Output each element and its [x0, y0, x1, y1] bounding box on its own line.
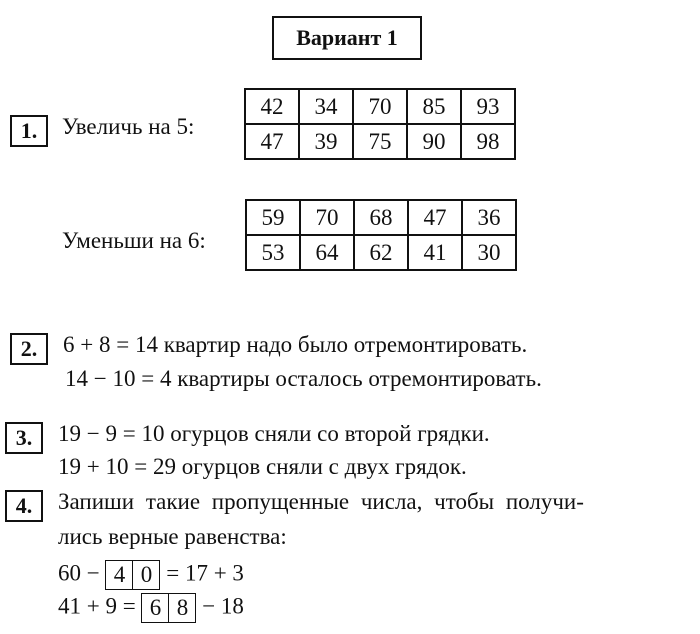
digit: 8 [168, 594, 195, 622]
task3-line-2: 19 + 10 = 29 огурцов сняли с двух грядок. [58, 454, 467, 479]
task-number-3: 3. [5, 422, 43, 454]
table-cell: 64 [300, 235, 354, 270]
task-number-2: 2. [10, 333, 48, 365]
table-cell: 41 [408, 235, 462, 270]
eq1-answer-box [105, 560, 160, 590]
task-number-1: 1. [10, 115, 48, 147]
table-cell: 30 [462, 235, 516, 270]
table-cell: 70 [353, 89, 407, 124]
table-cell: 39 [299, 124, 353, 159]
eq1-right: = 17 + 3 [166, 560, 244, 586]
eq2-right: − 18 [202, 593, 244, 619]
table-cell: 93 [461, 89, 515, 124]
task3-line-1: 19 − 9 = 10 огурцов сняли со второй грядки. [58, 421, 490, 446]
table-cell: 47 [408, 200, 462, 235]
table-cell: 75 [353, 124, 407, 159]
equation-2 [58, 593, 244, 623]
digit: 0 [132, 561, 159, 589]
table-row [245, 89, 515, 124]
table-cell: 36 [462, 200, 516, 235]
table-cell: 85 [407, 89, 461, 124]
table-row [246, 235, 516, 270]
table-cell: 90 [407, 124, 461, 159]
eq1-left: 60 − [58, 560, 100, 586]
table-cell: 68 [354, 200, 408, 235]
eq2-left: 41 + 9 = [58, 593, 136, 619]
task4-line-2: лись верные равенства: [58, 524, 287, 549]
task4-line-1: Запиши такие пропущенные числа, чтобы получи- [58, 489, 584, 514]
table-row [245, 124, 515, 159]
equation-1 [58, 560, 244, 590]
task2-line-2: 14 − 10 = 4 квартиры осталось отремонтировать. [65, 366, 542, 391]
digit: 4 [113, 562, 126, 587]
table-cell: 34 [299, 89, 353, 124]
eq2-answer-box [141, 593, 196, 623]
table-increase [244, 88, 516, 160]
digit: 6 [149, 595, 162, 620]
table-cell: 53 [246, 235, 300, 270]
variant-title: Вариант 1 [272, 16, 422, 60]
table-cell: 59 [246, 200, 300, 235]
task1-label-decrease: Уменьши на 6: [62, 228, 206, 253]
table-cell: 47 [245, 124, 299, 159]
task2-line-1: 6 + 8 = 14 квартир надо было отремонтировать. [63, 332, 528, 357]
task1-label-increase: Увеличь на 5: [62, 114, 195, 139]
table-cell: 62 [354, 235, 408, 270]
table-cell: 70 [300, 200, 354, 235]
table-cell: 42 [245, 89, 299, 124]
table-cell: 98 [461, 124, 515, 159]
table-row [246, 200, 516, 235]
task-number-4: 4. [5, 490, 43, 522]
table-decrease [245, 199, 517, 271]
